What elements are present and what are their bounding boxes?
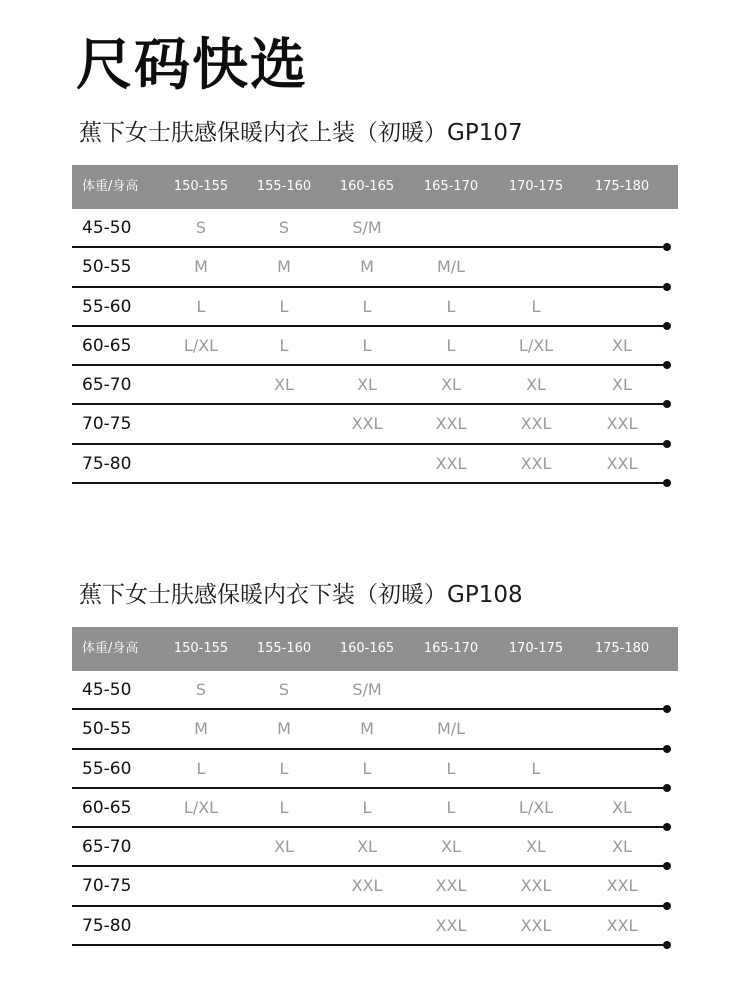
size-cell: L/XL (183, 797, 219, 817)
size-cell: XL (612, 837, 632, 857)
header-height-col: 165-170 (423, 641, 479, 656)
size-cell: M/L (436, 257, 466, 277)
weight-label: 65-70 (82, 375, 132, 396)
size-cell: XL (526, 375, 546, 395)
size-cell: XXL (520, 876, 552, 896)
header-height-col: 160-165 (339, 641, 395, 656)
table-title: 蕉下女士肤感保暖内衣下装（初暖）GP108 (79, 582, 523, 608)
size-cell: XXL (606, 414, 638, 434)
size-cell: L (196, 296, 206, 316)
weight-label: 75-80 (82, 453, 132, 474)
size-cell: XXL (351, 876, 383, 896)
size-cell: XXL (520, 453, 552, 473)
size-cell: XL (357, 375, 377, 395)
size-cell: S (195, 218, 207, 237)
size-cell: L (531, 296, 541, 316)
size-cell: L/XL (183, 335, 219, 355)
weight-label: 60-65 (82, 797, 132, 818)
size-cell: XXL (520, 414, 552, 434)
size-cell: L (446, 797, 456, 817)
size-table-bottom (72, 578, 678, 946)
size-cell: L (279, 296, 289, 316)
header-height-col: 165-170 (423, 179, 479, 194)
header-height-col: 155-160 (256, 641, 312, 656)
size-cell: XXL (435, 453, 467, 473)
table-body (72, 209, 678, 484)
size-table-top (72, 116, 678, 484)
size-cell: L/XL (518, 335, 554, 355)
size-cell: M (360, 719, 374, 739)
size-cell: L (446, 758, 456, 778)
weight-label: 60-65 (82, 335, 132, 356)
header-height-col: 150-155 (173, 179, 229, 194)
size-cell: L (196, 758, 206, 778)
row-divider-dot (663, 941, 671, 949)
table-row (72, 445, 678, 484)
header-weight-height: 体重/身高 (82, 641, 139, 656)
size-cell: XL (612, 375, 632, 395)
header-height-col: 160-165 (339, 179, 395, 194)
size-cell: L (362, 758, 372, 778)
table-row (72, 209, 678, 248)
size-cell: XL (357, 837, 377, 857)
row-divider-dot (663, 479, 671, 487)
table-row (72, 671, 678, 710)
size-cell: XXL (351, 414, 383, 434)
header-height-col: 150-155 (173, 641, 229, 656)
size-cell: XXL (435, 915, 467, 935)
weight-label: 70-75 (82, 414, 132, 435)
table-row (72, 750, 678, 789)
size-cell: XL (612, 797, 632, 817)
size-cell: L (362, 797, 372, 817)
size-cell: XXL (520, 915, 552, 935)
table-title: 蕉下女士肤感保暖内衣上装（初暖）GP107 (79, 120, 523, 146)
header-weight-height: 体重/身高 (82, 179, 139, 194)
size-cell: S (278, 218, 290, 237)
table-row (72, 867, 678, 906)
table-row (72, 405, 678, 444)
table-body (72, 671, 678, 946)
size-cell: XL (274, 375, 294, 395)
table-row (72, 248, 678, 287)
table-row (72, 710, 678, 749)
size-cell: S/M (352, 680, 382, 699)
size-cell: S/M (352, 218, 382, 237)
row-divider (72, 944, 666, 946)
size-cell: M (194, 257, 208, 277)
size-cell: M/L (436, 719, 466, 739)
size-cell: XL (526, 837, 546, 857)
table-header (72, 165, 678, 209)
weight-label: 65-70 (82, 837, 132, 858)
size-cell: L (362, 296, 372, 316)
table-row (72, 828, 678, 867)
size-cell: XXL (606, 453, 638, 473)
size-cell: L (279, 797, 289, 817)
size-cell: M (277, 719, 291, 739)
size-cell: L (279, 335, 289, 355)
table-row (72, 288, 678, 327)
table-row (72, 907, 678, 946)
table-header (72, 627, 678, 671)
size-cell: M (194, 719, 208, 739)
weight-label: 45-50 (82, 680, 132, 700)
size-cell: S (195, 680, 207, 699)
header-height-col: 175-180 (594, 179, 650, 194)
weight-label: 55-60 (82, 296, 132, 317)
size-cell: XXL (606, 915, 638, 935)
size-cell: XXL (435, 876, 467, 896)
table-row (72, 327, 678, 366)
size-cell: XL (441, 375, 461, 395)
size-cell: XL (274, 837, 294, 857)
row-divider (72, 482, 666, 484)
header-height-col: 170-175 (508, 179, 564, 194)
size-cell: XXL (435, 414, 467, 434)
size-cell: L (531, 758, 541, 778)
size-cell: L (362, 335, 372, 355)
size-cell: S (278, 680, 290, 699)
header-height-col: 155-160 (256, 179, 312, 194)
size-cell: M (277, 257, 291, 277)
size-cell: L (446, 296, 456, 316)
size-cell: L (279, 758, 289, 778)
header-height-col: 170-175 (508, 641, 564, 656)
size-cell: L (446, 335, 456, 355)
weight-label: 50-55 (82, 257, 132, 278)
header-height-col: 175-180 (594, 641, 650, 656)
size-cell: L/XL (518, 797, 554, 817)
weight-label: 45-50 (82, 218, 132, 238)
table-row (72, 366, 678, 405)
page-title: 尺码快选 (76, 33, 308, 98)
weight-label: 70-75 (82, 876, 132, 897)
size-cell: M (360, 257, 374, 277)
weight-label: 55-60 (82, 758, 132, 779)
weight-label: 50-55 (82, 719, 132, 740)
size-cell: XL (441, 837, 461, 857)
size-cell: XXL (606, 876, 638, 896)
table-row (72, 789, 678, 828)
weight-label: 75-80 (82, 915, 132, 936)
size-cell: XL (612, 335, 632, 355)
